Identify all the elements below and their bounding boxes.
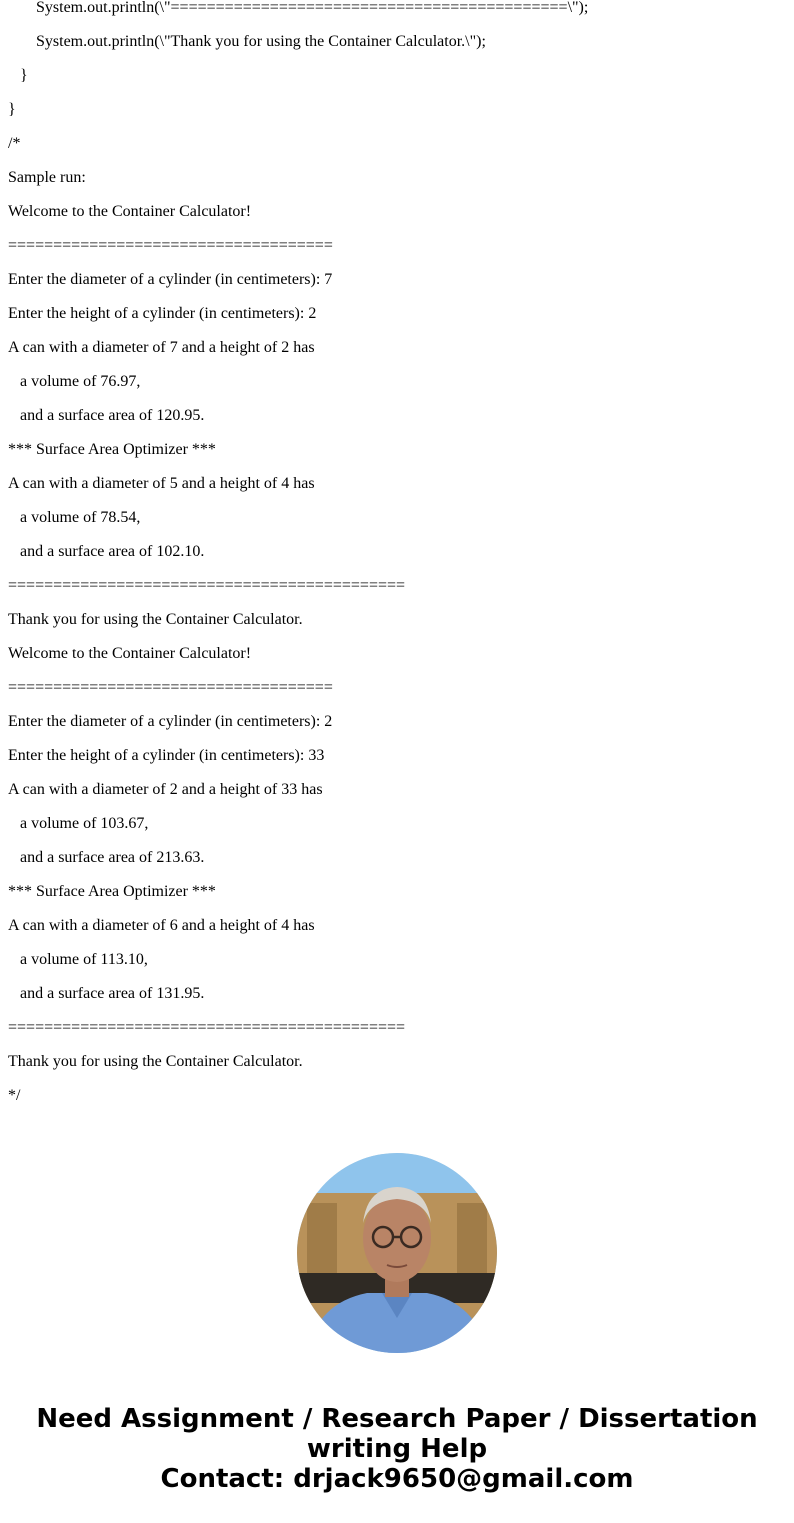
author-avatar xyxy=(297,1153,497,1353)
wall-panel-left xyxy=(307,1203,337,1273)
code-line-close-class: } xyxy=(8,101,16,118)
run2-optimizer-header: *** Surface Area Optimizer *** xyxy=(8,883,216,900)
run2-height-prompt: Enter the height of a cylinder (in centimeters): 33 xyxy=(8,747,325,764)
run2-area-line: and a surface area of 213.63. xyxy=(20,849,205,866)
run2-opt-area-line: and a surface area of 131.95. xyxy=(20,985,205,1002)
promo-contact-line: Contact: drjack9650@gmail.com xyxy=(160,1464,634,1494)
run2-thanks: Thank you for using the Container Calculator. xyxy=(8,1053,303,1070)
wall-panel-right xyxy=(457,1203,487,1273)
run2-diameter-prompt: Enter the diameter of a cylinder (in centimeters): 2 xyxy=(8,713,333,730)
run2-welcome: Welcome to the Container Calculator! xyxy=(8,645,252,662)
run1-opt-can-line: A can with a diameter of 5 and a height of 4 has xyxy=(8,475,315,492)
run1-optimizer-header: *** Surface Area Optimizer *** xyxy=(8,441,216,458)
code-line-println-thanks: System.out.println(\"Thank you for using the Container Calculator.\"); xyxy=(36,33,486,50)
code-line-println-separator: System.out.println(\"============================================\"); xyxy=(36,0,589,16)
code-line-close-method: } xyxy=(20,67,28,84)
promo-line-1: Need Assignment / Research Paper / Dissertation xyxy=(36,1404,758,1434)
run1-height-prompt: Enter the height of a cylinder (in centimeters): 2 xyxy=(8,305,317,322)
promo-banner xyxy=(0,1404,794,1494)
author-photo-icon xyxy=(297,1153,497,1353)
run2-separator-short: ==================================== xyxy=(8,679,333,696)
run1-volume-line: a volume of 76.97, xyxy=(20,373,141,390)
promo-line-2: writing Help xyxy=(306,1434,488,1464)
run2-opt-volume-line: a volume of 113.10, xyxy=(20,951,148,968)
code-line-comment-close: */ xyxy=(8,1087,21,1104)
run1-separator-short: ==================================== xyxy=(8,237,333,254)
run1-separator-long: ============================================ xyxy=(8,577,406,594)
run1-diameter-prompt: Enter the diameter of a cylinder (in centimeters): 7 xyxy=(8,271,333,288)
run1-welcome: Welcome to the Container Calculator! xyxy=(8,203,252,220)
run2-volume-line: a volume of 103.67, xyxy=(20,815,149,832)
sample-run-heading: Sample run: xyxy=(8,169,86,186)
run1-area-line: and a surface area of 120.95. xyxy=(20,407,205,424)
run1-opt-area-line: and a surface area of 102.10. xyxy=(20,543,205,560)
run1-thanks: Thank you for using the Container Calculator. xyxy=(8,611,303,628)
code-line-comment-open: /* xyxy=(8,135,21,152)
run2-separator-long: ============================================ xyxy=(8,1019,406,1036)
code-listing xyxy=(8,0,788,1113)
run2-can-line: A can with a diameter of 2 and a height of 33 has xyxy=(8,781,323,798)
run1-opt-volume-line: a volume of 78.54, xyxy=(20,509,141,526)
run1-can-line: A can with a diameter of 7 and a height of 2 has xyxy=(8,339,315,356)
run2-opt-can-line: A can with a diameter of 6 and a height of 4 has xyxy=(8,917,315,934)
